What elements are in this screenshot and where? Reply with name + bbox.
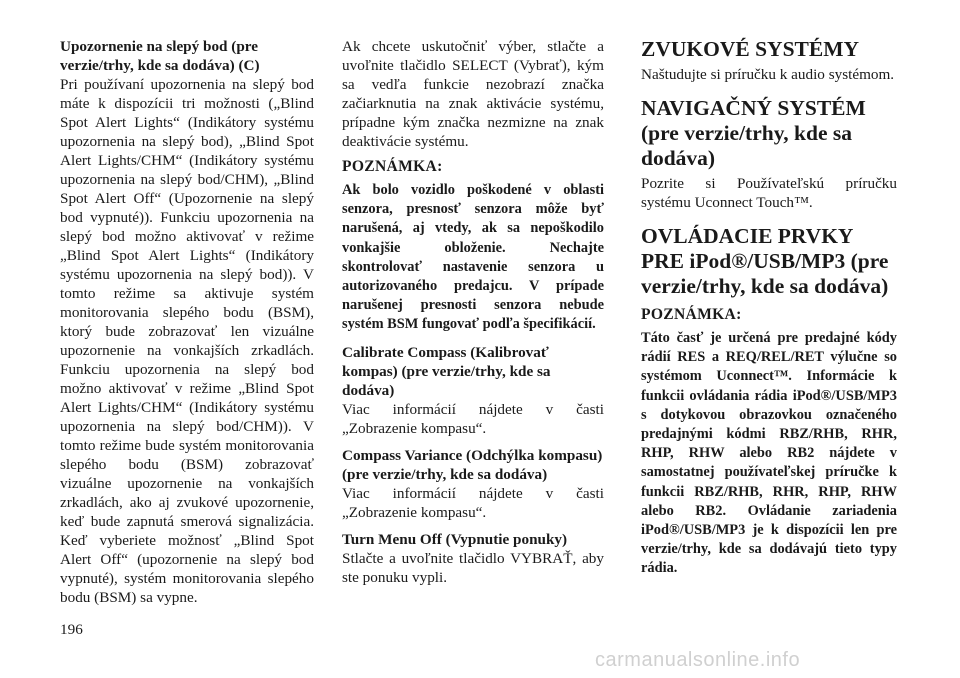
left-column [60,37,314,607]
right-column [641,37,897,579]
middle-column [342,37,604,587]
compass-variance-heading: Compass Variance (Odchýlka kompasu) (pre verzie/trhy, kde sa dodáva) [342,446,603,483]
turn-menu-off-text: Stlačte a uvoľnite tlačidlo VYBRAŤ, aby ste ponuku vypli. [342,549,604,586]
turn-menu-off-heading: Turn Menu Off (Vypnutie ponuky) [342,530,568,548]
radio-note: Táto časť je určená pre predajné kódy rádií RES a REQ/REL/RET výlučne so systémom Uconnect™. Informácie k funkcii ovládania rádia iPod®/USB/MP3 s dotykovou obrazovkou označeného predajnými kódmi RBZ/RHB, RHR, RHP, RHW alebo RB2 nájdete v samostatnej používateľskej príručke k funkcii RBZ/RHB, RHR, RHP, RHW alebo RB2. Ovládanie zariadenia iPod®/USB/MP3 je k dispozícii len pre verzie/trhy, kde sa dodávajú tieto typy rádia. [641,330,897,577]
compass-variance-text: Viac informácií nájdete v časti „Zobrazenie kompasu“. [342,484,604,521]
watermark: carmanualsonline.info [595,649,801,671]
blind-spot-heading: Upozornenie na slepý bod (pre verzie/trhy, kde sa dodáva) (C) [60,38,260,74]
note-heading: POZNÁMKA: [342,158,443,175]
ipod-controls-heading: OVLÁDACIE PRVKY PRE iPod®/USB/MP3 (pre verzie/trhy, kde sa dodáva) [641,224,889,298]
page-number: 196 [60,621,83,638]
note-heading: POZNÁMKA: [641,306,742,323]
calibrate-compass-heading: Calibrate Compass (Kalibrovať kompas) (pre verzie/trhy, kde sa dodáva) [342,343,551,399]
blind-spot-paragraph: Pri používaní upozornenia na slepý bod máte k dispozícii tri možnosti („Blind Spot Alert Lights“ (Indikátory systému upozornenia na slepý bod), „Blind Spot Alert Lights/CHM“ (Indikátory systému upozornenia na slepý bod/CHM), „Blind Spot Alert Off“ (Upozornenie na slepý bod vypnuté)). Funkciu upozornenia na slepý bod možno aktivovať v režime „Blind Spot Alert Lights“ (Indikátory systému upozornenia na slepý bod)). V tomto režime sa aktivuje systém monitorovania slepého bodu (BSM), ktorý bude zobrazovať len vizuálne upozornenie na vonkajších zrkadlách. Funkciu upozornenia na slepý bod možno aktivovať v režime „Blind Spot Alert Lights/CHM“ (Indikátory systému upozornenia na slepý bod/CHM)). V tomto režime bude systém monitorovania slepého bodu (BSM) zobrazovať vizuálne upozornenie na vonkajších zrkadlách, ako aj zvukové upozornenie, keď bude zapnutá smerová signalizácia. Keď vyberiete možnosť „Blind Spot Alert Off“ (upozornenie na slepý bod vypnuté), systém monitorovania slepého bodu (BSM) sa vypne. [60,76,314,606]
sound-systems-heading: ZVUKOVÉ SYSTÉMY [641,37,860,61]
calibrate-compass-text: Viac informácií nájdete v časti „Zobrazenie kompasu“. [342,400,604,437]
sound-systems-text: Naštudujte si príručku k audio systémom. [641,66,895,83]
sensor-note: Ak bolo vozidlo poškodené v oblasti senzora, presnosť senzora môže byť narušená, aj vtedy, ak sa nepoškodilo vonkajšie obloženie. Nechajte skontrolovať nastavenie senzora u autorizovaného predajcu. V prípade narušenej presnosti senzora nebude systém BSM fungovať podľa špecifikácií. [342,182,604,333]
select-instructions: Ak chcete uskutočniť výber, stlačte a uvoľnite tlačidlo SELECT (Vybrať), kým sa vedľa funkcie nezobrazí značka začiarknutia na znak aktivácie systému, prípadne kým značka nezmizne na znak deaktivácie systému. [342,38,604,150]
navigation-heading: NAVIGAČNÝ SYSTÉM (pre verzie/trhy, kde sa dodáva) [641,96,866,170]
navigation-text: Pozrite si Používateľskú príručku systému Uconnect Touch™. [641,175,897,211]
